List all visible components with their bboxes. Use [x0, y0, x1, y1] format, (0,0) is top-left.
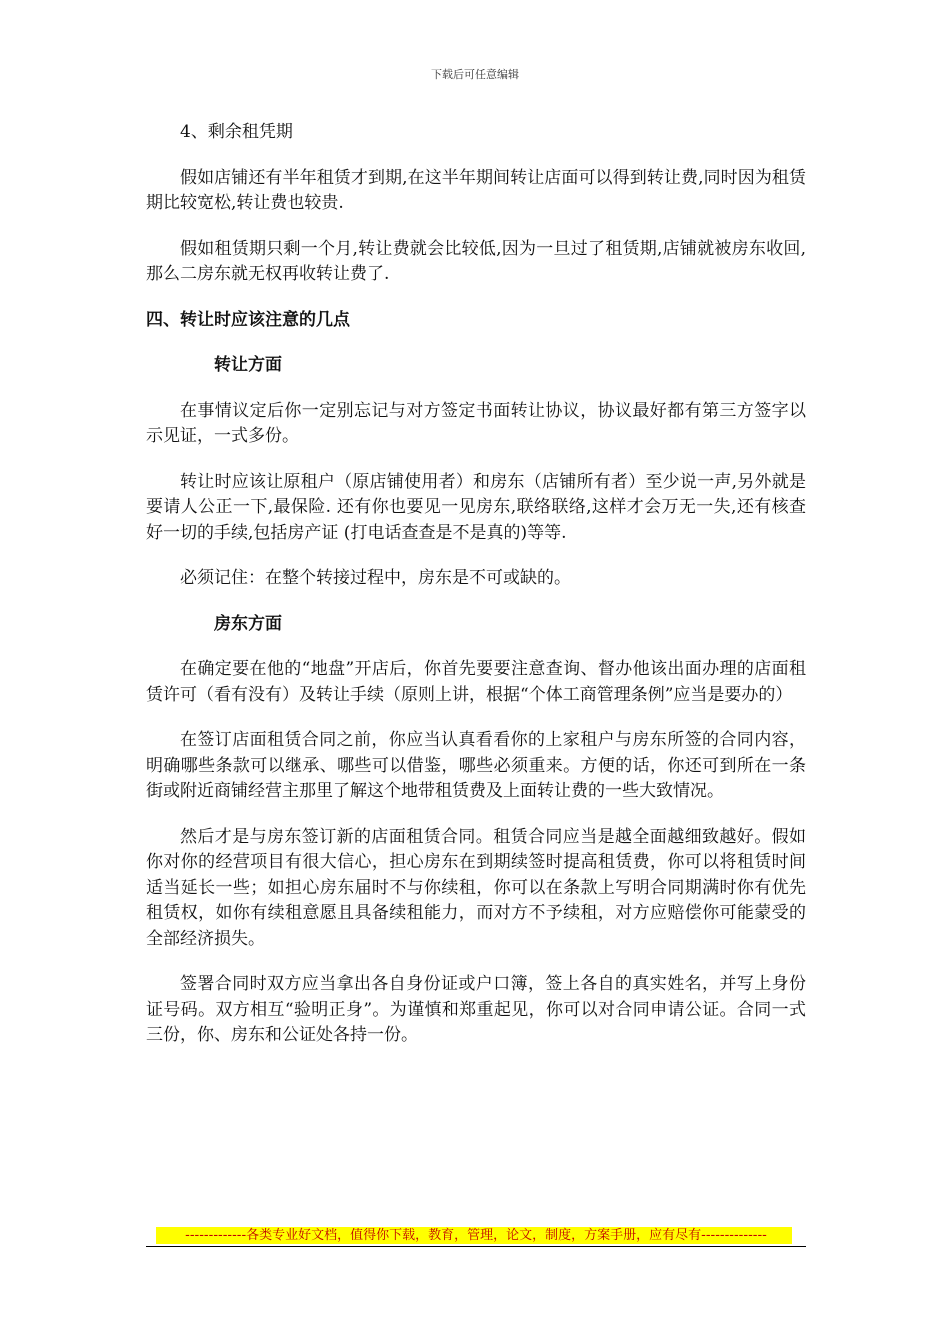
subheading-transfer: 转让方面: [214, 355, 282, 375]
paragraph-remember: 必须记住：在整个转接过程中，房东是不可或缺的。: [180, 568, 571, 588]
paragraph-new-contract: 然后才是与房东签订新的店面租赁合同。租赁合同应当是越全面越细致越好。假如你对你的经营项目有很大信心，担心房东在到期续签时提高租赁费，你可以将租赁时间适当延长一些；如担心房东届时不与你续租，你可以在条款上写明合同期满时你有优先租赁权，如你有续租意愿且具备续租能力，而对方不予续租，对方应赔偿你可能蒙受的全部经济损失。: [146, 826, 806, 949]
paragraph-permits: 在确定要在他的“地盘”开店后，你首先要要注意查询、督办他该出面办理的店面租赁许可（看有没有）及转让手续（原则上讲，根据“个体工商管理条例”应当是要办的）: [146, 659, 806, 705]
paragraph-one-month-lease: 假如租赁期只剩一个月,转让费就会比较低,因为一旦过了租赁期,店铺就被房东收回,那么二房东就无权再收转让费了.: [146, 238, 806, 284]
paragraph-review-contract: 在签订店面租赁合同之前，你应当认真看看你的上家租户与房东所签的合同内容，明确哪些条款可以继承、哪些可以借鉴，哪些必须重来。方便的话，你还可到所在一条街或附近商铺经营主那里了解这个地带租赁费及上面转让费的一些大致情况。: [146, 730, 806, 801]
item-heading-4: 4、剩余租凭期: [180, 122, 293, 142]
document-body: [146, 120, 806, 1069]
paragraph-written-agreement: 在事情议定后你一定别忘记与对方签定书面转让协议，协议最好都有第三方签字以示见证，一式多份。: [146, 400, 806, 446]
footer-rule: [146, 1246, 806, 1247]
paragraph-notify-landlord: 转让时应该让原租户（原店铺使用者）和房东（店铺所有者）至少说一声,另外就是要请人公正一下,最保险. 还有你也要见一见房东,联络联络,这样才会万无一失,还有核查好一切的手续,包括房产证 (打电话查查是不是真的)等等.: [146, 471, 806, 543]
paragraph-half-year-lease: 假如店铺还有半年租赁才到期,在这半年期间转让店面可以得到转让费,同时因为租赁期比较宽松,转让费也较贵.: [146, 167, 806, 213]
page-footer: [146, 1225, 806, 1245]
section-heading-4: 四、转让时应该注意的几点: [146, 309, 350, 330]
subheading-landlord: 房东方面: [214, 613, 282, 634]
paragraph-signing: 签署合同时双方应当拿出各自身份证或户口簿，签上各自的真实姓名，并写上身份证号码。双方相互“验明正身”。为谨慎和郑重起见，你可以对合同申请公证。合同一式三份，你、房东和公证处各持一份。: [146, 974, 806, 1045]
page-header: 下载后可任意编辑: [431, 68, 519, 81]
footer-text: -------------各类专业好文档，值得你下载，教育，管理，论文，制度，方案手册，应有尽有--------------: [185, 1228, 767, 1243]
